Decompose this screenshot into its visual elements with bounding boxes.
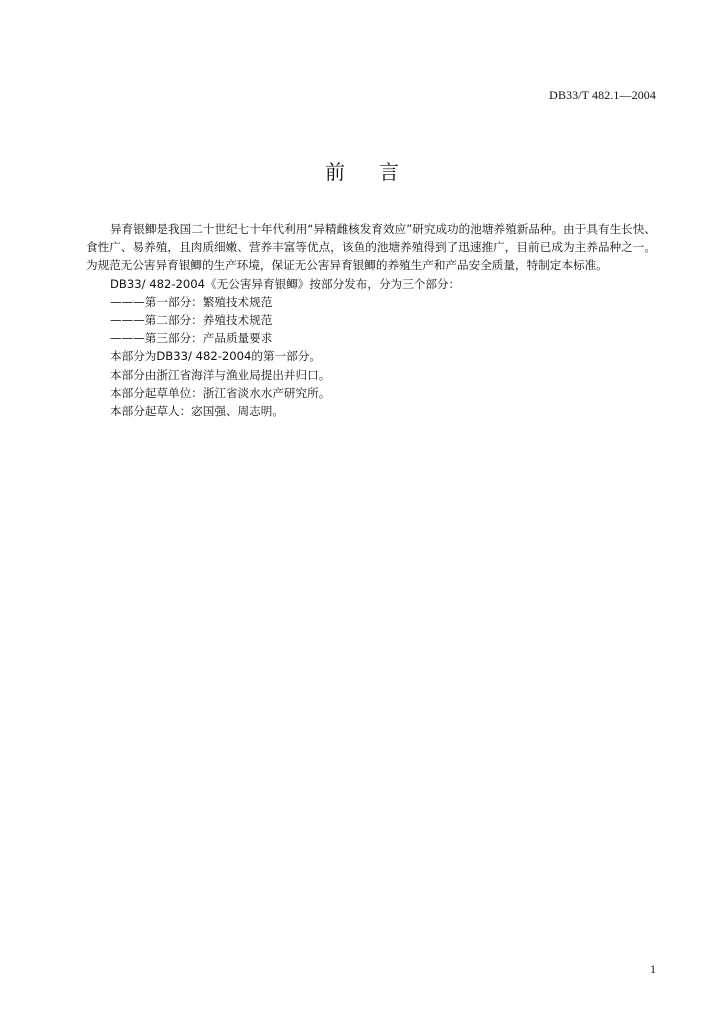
foreword-line-part-2: ———第二部分：养殖技术规范 [110,313,273,328]
foreword-line-drafting-unit: 本部分起草单位：浙江省淡水水产研究所。 [110,385,331,400]
foreword-line-drafters: 本部分起草人：宓国强、周志明。 [110,404,284,419]
foreword-line-publication: DB33/ 482-2004《无公害异育银鲫》按部分发布，分为三个部分： [110,276,461,291]
foreword-body [86,220,656,420]
standard-number: DB33/T 482.1—2004 [549,88,656,102]
foreword-line-this-part: 本部分为DB33/ 482-2004的第一部分。 [110,349,321,364]
foreword-paragraph: 异育银鲫是我国二十世纪七十年代利用“异精雌核发育效应”研究成功的池塘养殖新品种。由于具有生长快、食性广、易养殖，且肉质细嫩、营养丰富等优点，该鱼的池塘养殖得到了迅速推广，目前已成为主养品种之一。为规范无公害异育银鲫的生产环境，保证无公害异育银鲫的养殖生产和产品安全质量，特制定本标准。 [86,222,656,273]
page-title: 前言 [325,160,433,184]
foreword-line-part-3: ———第三部分：产品质量要求 [110,331,273,346]
foreword-line-part-1: ———第一部分：繁殖技术规范 [110,294,273,309]
foreword-line-proposer: 本部分由浙江省海洋与渔业局提出并归口。 [110,367,331,382]
page-number: 1 [650,962,656,976]
